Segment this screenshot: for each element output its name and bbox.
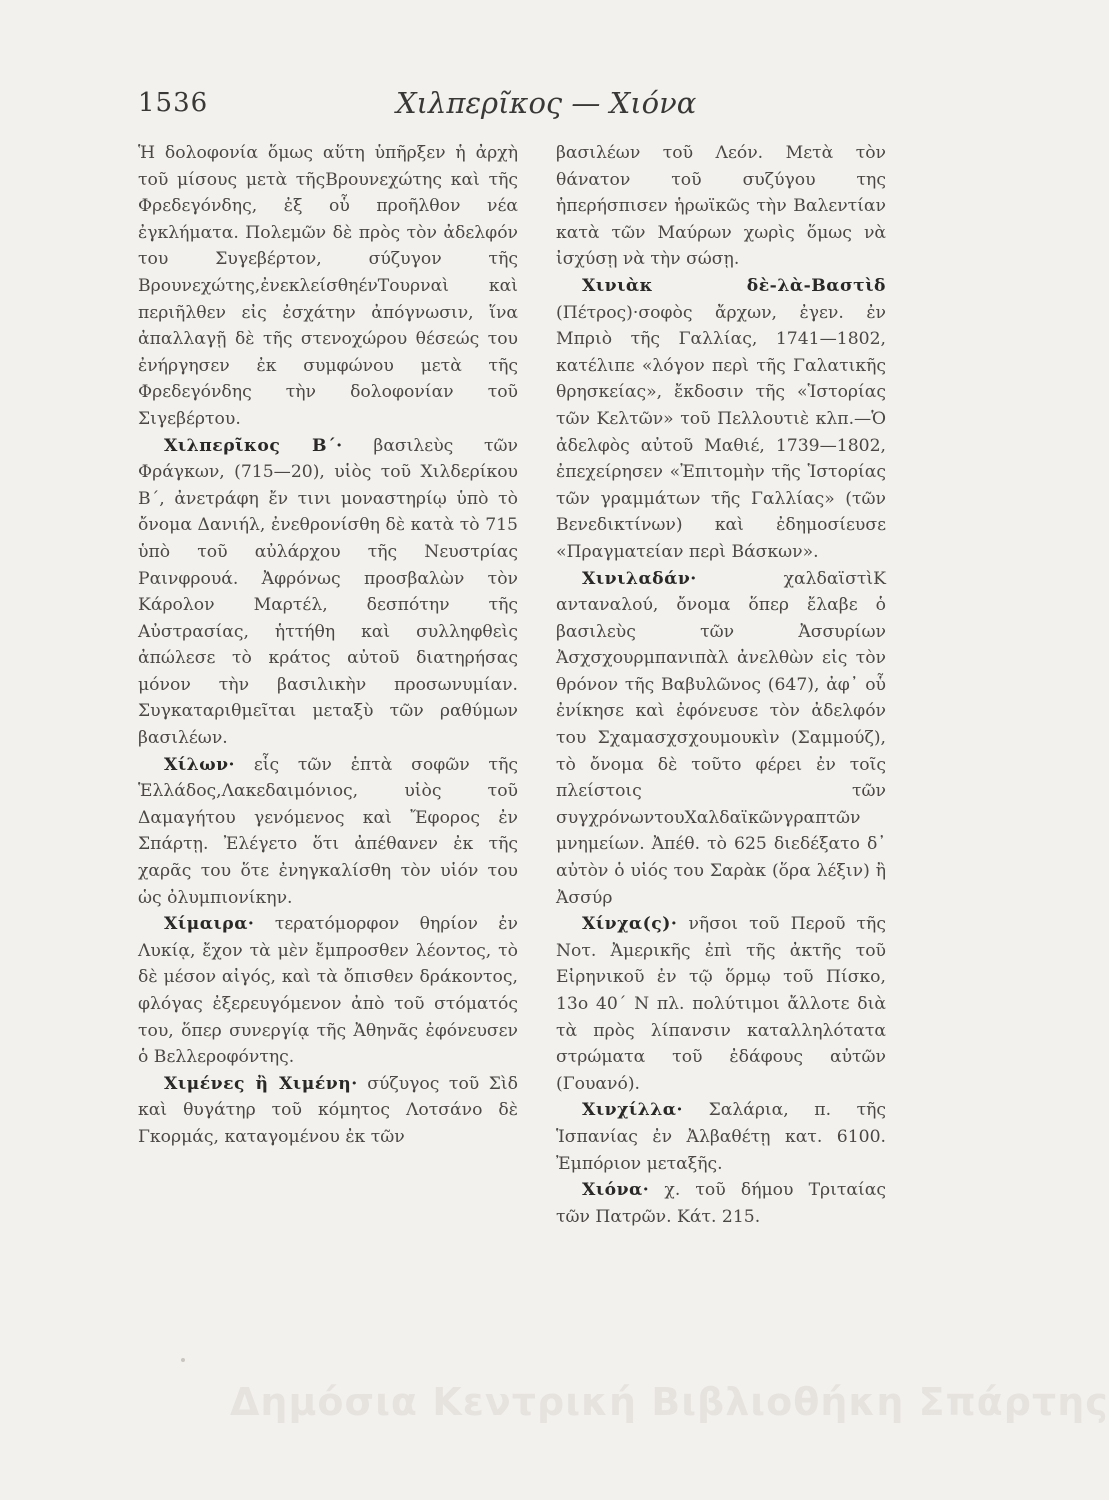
entry-headword: Χιλπερῖκος Β΄· <box>164 435 343 456</box>
page-number: 1536 <box>138 88 209 118</box>
entry-chimaira <box>138 911 518 1071</box>
entry-headword: Χινχίλλα· <box>582 1100 684 1121</box>
right-column-continuation: βασιλέων τοῦ Λεόν. Μετὰ τὸν θάνατον τοῦ συζύγου της ἠπερήσπισεν ἡρωϊκῶς τὴν Βαλεντίαν κατὰ τῶν Μαύρων χωρὶς ὅμως νὰ ἰσχύσῃ νὰ τὴν σώσῃ. <box>556 143 886 270</box>
entry-text: (Πέτρος)·σοφὸς ἄρχων, ἐγεν. ἐν Μπριὸ τῆς Γαλλίας, 1741—1802, κατέλιπε «λόγον περὶ τῆς Γαλατικῆς θρησκείας», ἔκδοσιν τῆς «Ἱστορίας τῶν Κελτῶν» τοῦ Πελλουτιὲ κλπ.—Ὁ ἀδελφὸς αὐτοῦ Μαθιέ, 1739—1802, ἐπεχείρησεν «Ἐπιτομὴν τῆς Ἱστορίας τῶν γραμμάτων τῆς Γαλλίας» (τῶν Βενεδικτίνων) καὶ ἐδημοσίευσε «Πραγματείαν περὶ Βάσκων». <box>556 302 886 562</box>
entry-headword: Χιόνα· <box>582 1180 650 1201</box>
entry-chiona <box>556 1177 886 1230</box>
entry-text: νῆσοι τοῦ Περοῦ τῆς Νοτ. Ἀμερικῆς ἐπὶ τῆς ἀκτῆς τοῦ Εἰρηνικοῦ ἐν τῷ ὅρμῳ τοῦ Πίσκο, 13ο 40΄ Ν πλ. πολύτιμοι ἄλλοτε διὰ τὰ πρὸς λίπανσιν καταλληλότατα στρώματα τοῦ ἐδάφους αὐτῶν (Γουανό). <box>556 914 886 1094</box>
entry-chiniladan <box>556 566 886 912</box>
left-column-intro: Ἡ δολοφονία ὅμως αὕτη ὑπῆρξεν ἡ ἀρχὴ τοῦ μίσους μετὰ τῆςΒρουνεχώτης καὶ τῆς Φρεδεγόνδης, ἐξ οὗ προῆλθον νέα ἐγκλήματα. Πολεμῶν δὲ πρὸς τὸν ἀδελφόν του Συγεβέρτον, σύζυγον τῆς Βρουνεχώτης,ἐνεκλείσθηένΤουρναὶ καὶ περιῆλθεν εἰς ἐσχάτην ἀπόγνωσιν, ἵνα ἀπαλλαγῇ δὲ τῆς στενοχώρου θέσεώς του ἐνήργησεν ἐκ συμφώνου μετὰ τῆς Φρεδεγόνδης τὴν δολοφονίαν τοῦ Σιγεβέρτου. <box>138 143 518 429</box>
entry-chiniak <box>556 273 886 566</box>
entry-text: σύζυγος τοῦ Σὶδ καὶ θυγάτηρ τοῦ κόμητος Λοτσάνο δὲ Γκορμάς, καταγομένου ἐκ τῶν <box>138 1073 518 1147</box>
left-column <box>138 140 518 1151</box>
entry-text: τερατόμορφον θηρίον ἐν Λυκίᾳ, ἔχον τὰ μὲν ἔμπροσθεν λέοντος, τὸ δὲ μέσον αἰγός, καὶ τὰ ὄπισθεν δράκοντος, φλόγας ἐξερευγόμενον ἀπὸ τοῦ στόματός του, ὅπερ συνεργίᾳ τῆς Ἀθηνᾶς ἐφόνευσεν ὁ Βελλεροφόντης. <box>138 914 518 1068</box>
entry-chincha <box>556 911 886 1097</box>
paper-speck <box>181 1358 185 1362</box>
entry-text: χ. τοῦ δήμου Τριταίας τῶν Πατρῶν. Κάτ. 215. <box>556 1180 886 1227</box>
entry-chimenes <box>138 1071 518 1151</box>
entry-text: Σαλάρια, π. τῆς Ἱσπανίας ἐν Ἀλβαθέτῃ κατ. 6100. Ἐμπόριον μεταξῆς. <box>556 1100 886 1174</box>
entry-chilperikos <box>138 433 518 752</box>
entry-headword: Χινιλαδάν· <box>582 568 697 589</box>
entry-headword: Χινιὰκ δὲ-λὰ-Βαστὶδ <box>582 275 886 296</box>
entry-headword: Χίνχα(ς)· <box>582 914 678 935</box>
entry-text: χαλδαϊστὶΚ ανταναλού, ὄνομα ὅπερ ἔλαβε ὁ βασιλεὺς τῶν Ἀσσυρίων Ἀσχσχουρμπανιπὰλ ἀνελθὼν εἰς τὸν θρόνον τῆς Βαβυλῶνος (647), ἀφ᾽ οὗ ἐνίκησε καὶ ἐφόνευσε τὸν ἀδελφόν του Σχαμασχσχουμουκὶν (Σαμμούζ), τὸ ὄνομα δὲ τοῦτο φέρει ἐν τοῖς πλείστοις τῶν συγχρόνωντουΧαλδαϊκῶνγραπτῶν μνημείων. Ἀπέθ. τὸ 625 διεδέξατο δ᾽ αὐτὸν ὁ υἱός του Σαρὰκ (ὅρα λέξιν) ἢ Ἀσσύρ <box>556 568 886 908</box>
entry-headword: Χιμένες ἢ Χιμένη· <box>164 1073 358 1094</box>
page-header <box>138 88 878 128</box>
entry-text: εἷς τῶν ἑπτὰ σοφῶν τῆς Ἑλλάδος,Λακεδαιμόνιος, υἱὸς τοῦ Δαμαγήτου γενόμενος καὶ Ἔφορος ἐν Σπάρτῃ. Ἐλέγετο ὅτι ἀπέθανεν ἐκ τῆς χαρᾶς του ὅτε ἐνηγκαλίσθη τὸν υἱόν του ὡς ὀλυμπιονίκην. <box>138 754 518 908</box>
right-column <box>556 140 886 1230</box>
entry-text: βασιλεὺς τῶν Φράγκων, (715—20), υἱὸς τοῦ Χιλδερίκου Β΄, ἀνετράφη ἔν τινι μοναστηρίῳ ὑπὸ τὸ ὄνομα Δανιήλ, ἐνεθρονίσθη δὲ κατὰ τὸ 715 ὑπὸ τοῦ αὐλάρχου τῆς Νευστρίας Ραινφρουά. Ἀφρόνως προσβαλὼν τὸν Κάρολον Μαρτέλ, δεσπότην τῆς Αὐστρασίας, ἡττήθη καὶ συλληφθεὶς ἀπώλεσε τὸ κράτος αὐτοῦ διατηρήσας μόνον τὴν βασιλικὴν προσωνυμίαν. Συγκαταριθμεῖται μεταξὺ τῶν ραθύμων βασιλέων. <box>138 435 518 749</box>
running-title: Χιλπερῖκος — Χιόνα <box>396 86 697 120</box>
entry-chinchilla <box>556 1097 886 1177</box>
entry-chilon <box>138 752 518 912</box>
library-watermark: Δημόσια Κεντρική Βιβλιοθήκη Σπάρτης <box>230 1380 1109 1424</box>
entry-headword: Χίλων· <box>164 754 235 775</box>
entry-headword: Χίμαιρα· <box>164 914 255 935</box>
